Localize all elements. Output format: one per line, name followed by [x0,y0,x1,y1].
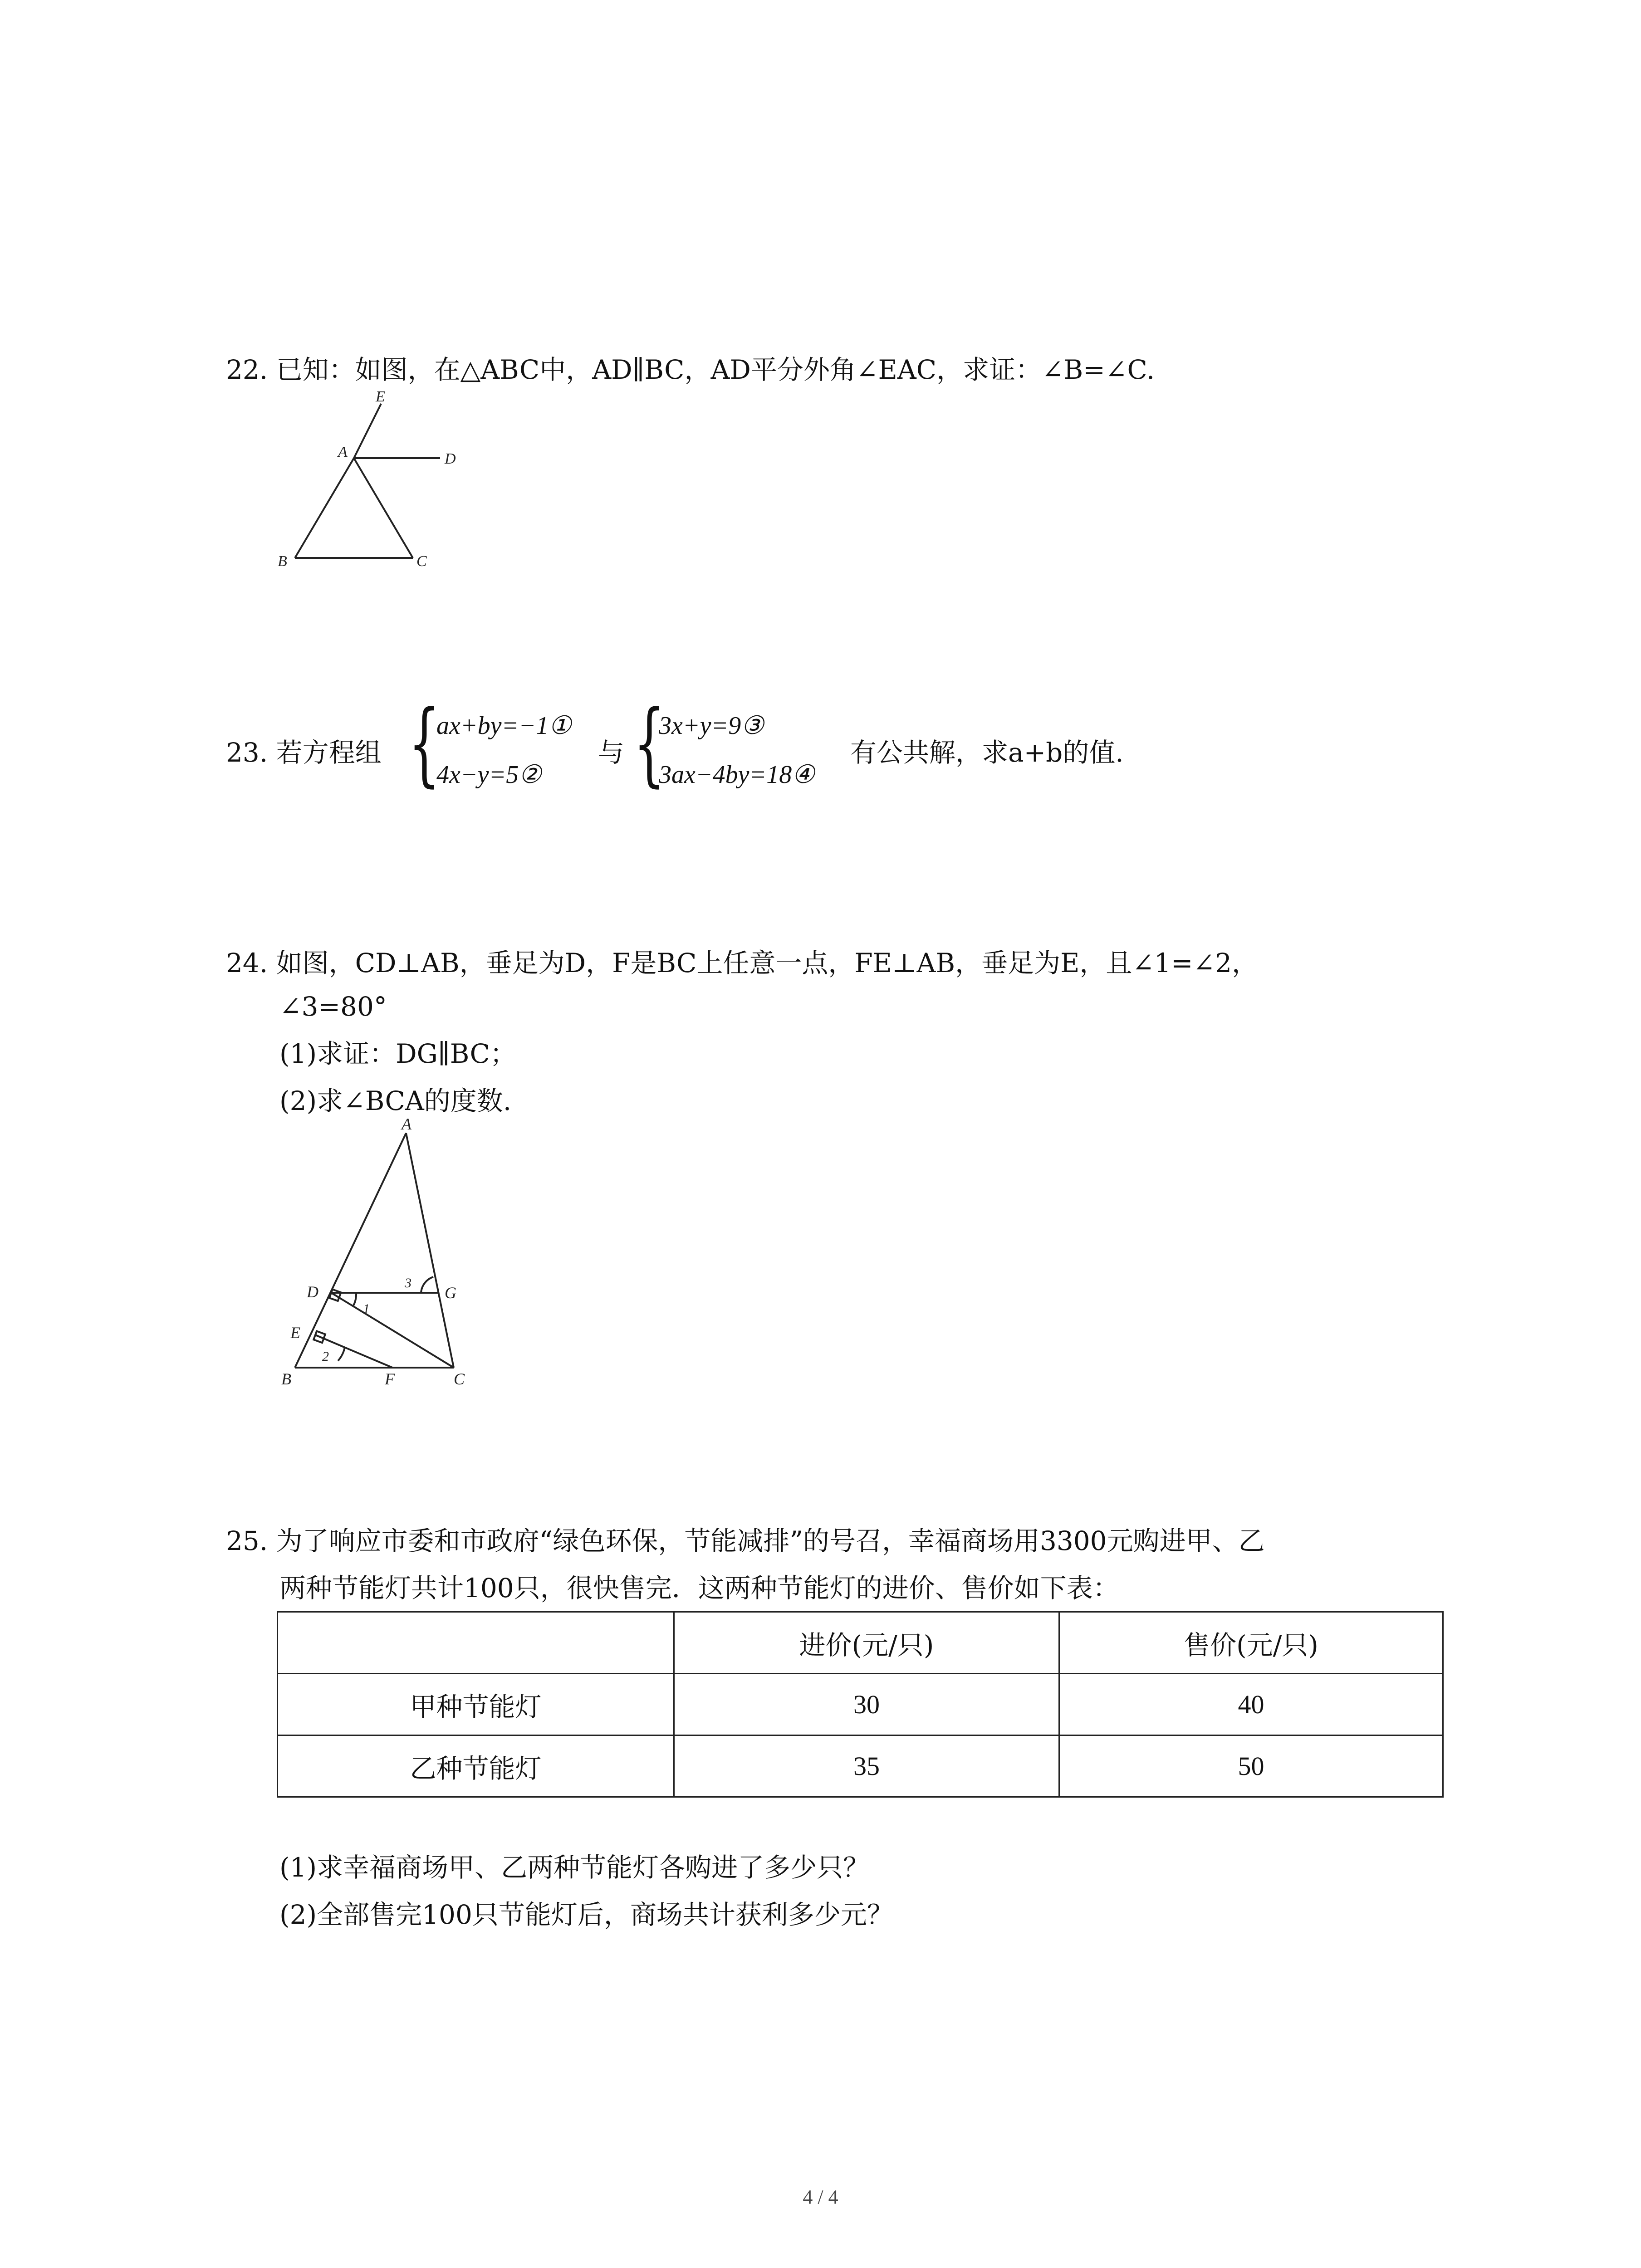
q25-line1: 25. 为了响应市委和市政府“绿色环保，节能减排”的号召，幸福商场用3300元购进甲、乙 [226,1525,1265,1556]
q22-text: 22. 已知：如图，在△ABC中，AD∥BC，AD平分外角∠EAC，求证：∠B=∠C. [226,354,1155,385]
q24-part1: (1)求证：DG∥BC； [279,1038,516,1069]
q23-prefix: 23. 若方程组 [226,737,382,768]
q23-sys1-eq1: ax+by=−1① [436,712,572,740]
table-row [278,1735,1443,1797]
q24-label-c: C [454,1370,465,1388]
q23-suffix: 有公共解，求a+b的值. [850,737,1124,768]
q24-angle-arc-2 [338,1347,345,1361]
q24-segment-dc [331,1293,454,1368]
q24-side-ac [406,1133,454,1368]
q24-angle-arc-3 [421,1277,433,1293]
q24-part2: (2)求∠BCA的度数. [279,1085,512,1116]
q23-sys1-eq2: 4x−y=5② [436,761,542,789]
q24-angle-label-1: 1 [363,1301,370,1316]
q24-angle-arc-1 [353,1293,356,1306]
q22-label-c: C [416,553,427,570]
q22-label-b: B [278,553,287,570]
q24-label-e: E [290,1324,300,1342]
q24-figure [272,1116,526,1397]
table-header-row [278,1612,1443,1674]
q22-side-ac [354,458,413,558]
table-cell: 甲种节能灯 [278,1674,674,1735]
q25-part2: (2)全部售完100只节能灯后，商场共计获利多少元？ [279,1899,893,1930]
q24-side-ab [295,1133,406,1368]
q22-figure [263,386,499,576]
table-cell: 35 [674,1735,1059,1797]
q25-part1: (1)求幸福商场甲、乙两种节能灯各购进了多少只？ [279,1852,870,1883]
q22-side-ab [295,458,354,558]
q22-ray-ae [354,404,381,458]
table-header-cell [278,1612,674,1674]
q24-label-a: A [402,1116,411,1133]
q24-label-f: F [385,1370,395,1388]
q24-label-g: G [445,1284,456,1302]
q24-angle-label-3: 3 [405,1276,411,1290]
q22-label-a: A [338,444,348,460]
price-table [277,1611,1444,1798]
table-cell: 50 [1059,1735,1443,1797]
q23-brace-2: { [633,691,665,797]
q23-sys2-eq1: 3x+y=9③ [659,712,764,740]
q23-brace-1: { [408,691,440,797]
table-header-cell: 进价(元/只) [674,1612,1059,1674]
q24-label-d: D [307,1283,318,1301]
q24-angle-label-2: 2 [322,1349,329,1364]
q24-line1: 24. 如图，CD⊥AB，垂足为D，F是BC上任意一点，FE⊥AB，垂足为E，且∠1=∠2， [226,948,1259,978]
table-header-cell: 售价(元/只) [1059,1612,1443,1674]
q24-line2: ∠3=80° [279,991,387,1022]
q25-line2: 两种节能灯共计100只，很快售完．这两种节能灯的进价、售价如下表： [279,1573,1119,1603]
page-number: 4 / 4 [803,2186,838,2208]
table-cell: 乙种节能灯 [278,1735,674,1797]
table-row [278,1674,1443,1735]
table-cell: 30 [674,1674,1059,1735]
q24-label-b: B [281,1370,291,1388]
table-cell: 40 [1059,1674,1443,1735]
q22-label-e: E [376,388,385,405]
q23-sys2-eq2: 3ax−4by=18④ [659,761,815,789]
q22-label-d: D [445,450,456,467]
q23-connector: 与 [598,737,625,768]
